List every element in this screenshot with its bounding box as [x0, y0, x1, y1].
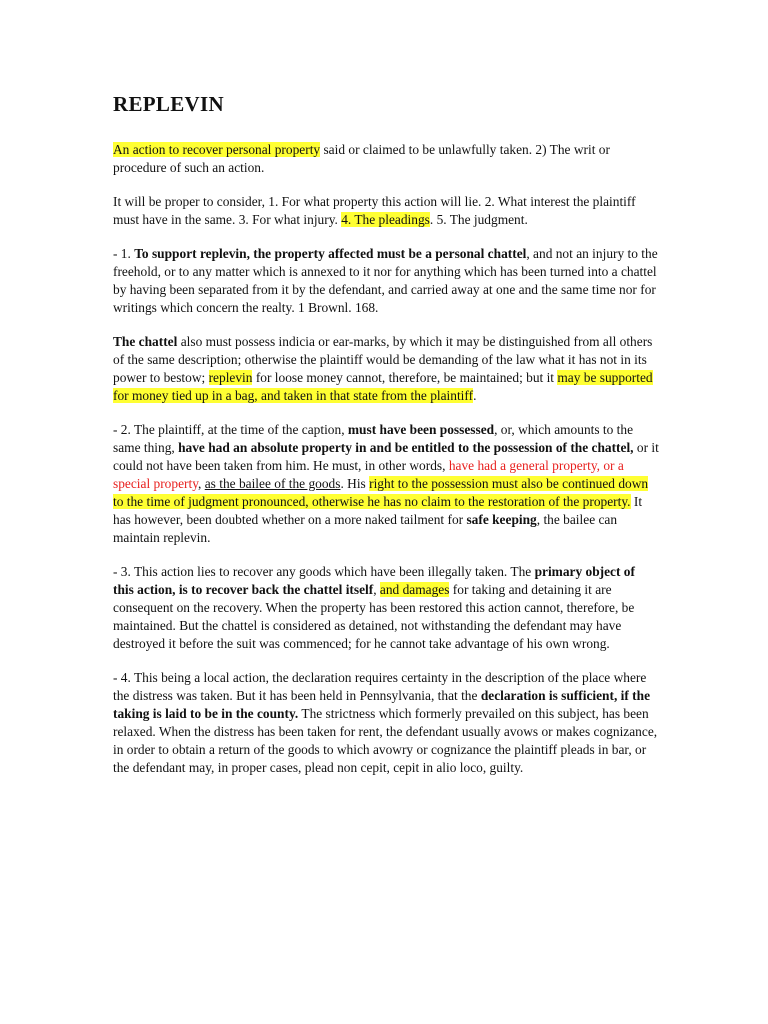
- bold-declaration-sufficient: declaration is sufficient, if the taking is laid to be in the county.: [113, 688, 651, 722]
- section-2-paragraph: - 2. The plaintiff, at the time of the caption, must have been possessed, or, which amounts to the same thing, have had an absolute property in and be entitled to the possession of the chattel, or it could not have been taken from him. He must, in other words, have had a general property, or a special property, as the bailee of the goods. His right to the possession must also be continued down to the time of judgment pronounced, otherwise he has no claim to the restoration of the property. It has however, been doubted whether on a more naked tailment for safe keeping, the bailee can maintain replevin.: [113, 422, 659, 546]
- highlight-right-to-possession: right to the possession must also be continued down to the time of judgment pronounced, otherwise he has no claim to the restoration of the property.: [113, 476, 649, 510]
- highlight-replevin: replevin: [208, 370, 253, 386]
- bold-absolute-property: have had an absolute property in and be entitled to the possession of the chattel,: [178, 440, 634, 456]
- chattel-paragraph: The chattel also must possess indicia or ear-marks, by which it may be distinguished from all others of the same description; otherwise the plaintiff would be demanding of the law what it has not in its power to bestow; replevin for loose money cannot, therefore, be maintained; but it may be supported for money tied up in a bag, and taken in that state from the plaintiff.: [113, 334, 653, 404]
- bold-possessed: must have been possessed: [347, 422, 495, 438]
- red-general-property: have had a general property, or a special property: [113, 458, 624, 492]
- section-1-paragraph: - 1. To support replevin, the property affected must be a personal chattel, and not an injury to the freehold, or to any matter which is annexed to it nor for anything which has been turned into a chattel by having been separated from it by the defendant, and carried away at one and the same time nor for writings which concern the realty. 1 Brownl. 168.: [113, 246, 658, 316]
- section-4-paragraph: - 4. This being a local action, the declaration requires certainty in the description of the place where the distress was taken. But it has been held in Pennsylvania, that the declaration is sufficient, if the taking is laid to be in the county. The strictness which formerly prevailed on this subject, has been relaxed. When the distress has been taken for rent, the defendant usually avows or makes cognizance, in order to obtain a return of the goods to which avowry or cognizance the plaintiff pleads in bar, or the defendant may, in proper cases, plead non cepit, cepit in alio loco, guilty.: [113, 670, 658, 776]
- underline-bailee: as the bailee of the goods: [204, 476, 341, 492]
- bold-the-chattel: The chattel: [113, 334, 178, 350]
- document-title: REPLEVIN: [113, 92, 224, 116]
- highlight-money-bag: may be supported for money tied up in a bag, and taken in that state from the plaintiff: [113, 370, 653, 404]
- bold-primary-object: primary object of this action, is to recover back the chattel itself: [113, 564, 635, 598]
- definition-paragraph: An action to recover personal property said or claimed to be unlawfully taken. 2) The writ or procedure of such an action.: [113, 142, 610, 176]
- bold-safe-keeping: safe keeping: [466, 512, 537, 528]
- highlight-definition: An action to recover personal property: [113, 142, 321, 158]
- highlight-damages: and damages: [379, 582, 450, 598]
- section-3-paragraph: - 3. This action lies to recover any goods which have been illegally taken. The primary object of this action, is to recover back the chattel itself, and damages for taking and detaining it are consequent on the recovery. When the property has been restored this action cannot, therefore, be maintained. But the chattel is considered as detained, not withstanding the defendant may have destroyed it before the suit was commenced; for he cannot take advantage of his own wrong.: [113, 564, 635, 652]
- highlight-pleadings: 4. The pleadings: [341, 212, 430, 228]
- bold-personal-chattel: To support replevin, the property affected must be a personal chattel: [134, 246, 527, 262]
- intro-paragraph: It will be proper to consider, 1. For what property this action will lie. 2. What interest the plaintiff must have in the same. 3. For what injury. 4. The pleadings. 5. The judgment.: [113, 194, 636, 228]
- document-page: [113, 92, 659, 793]
